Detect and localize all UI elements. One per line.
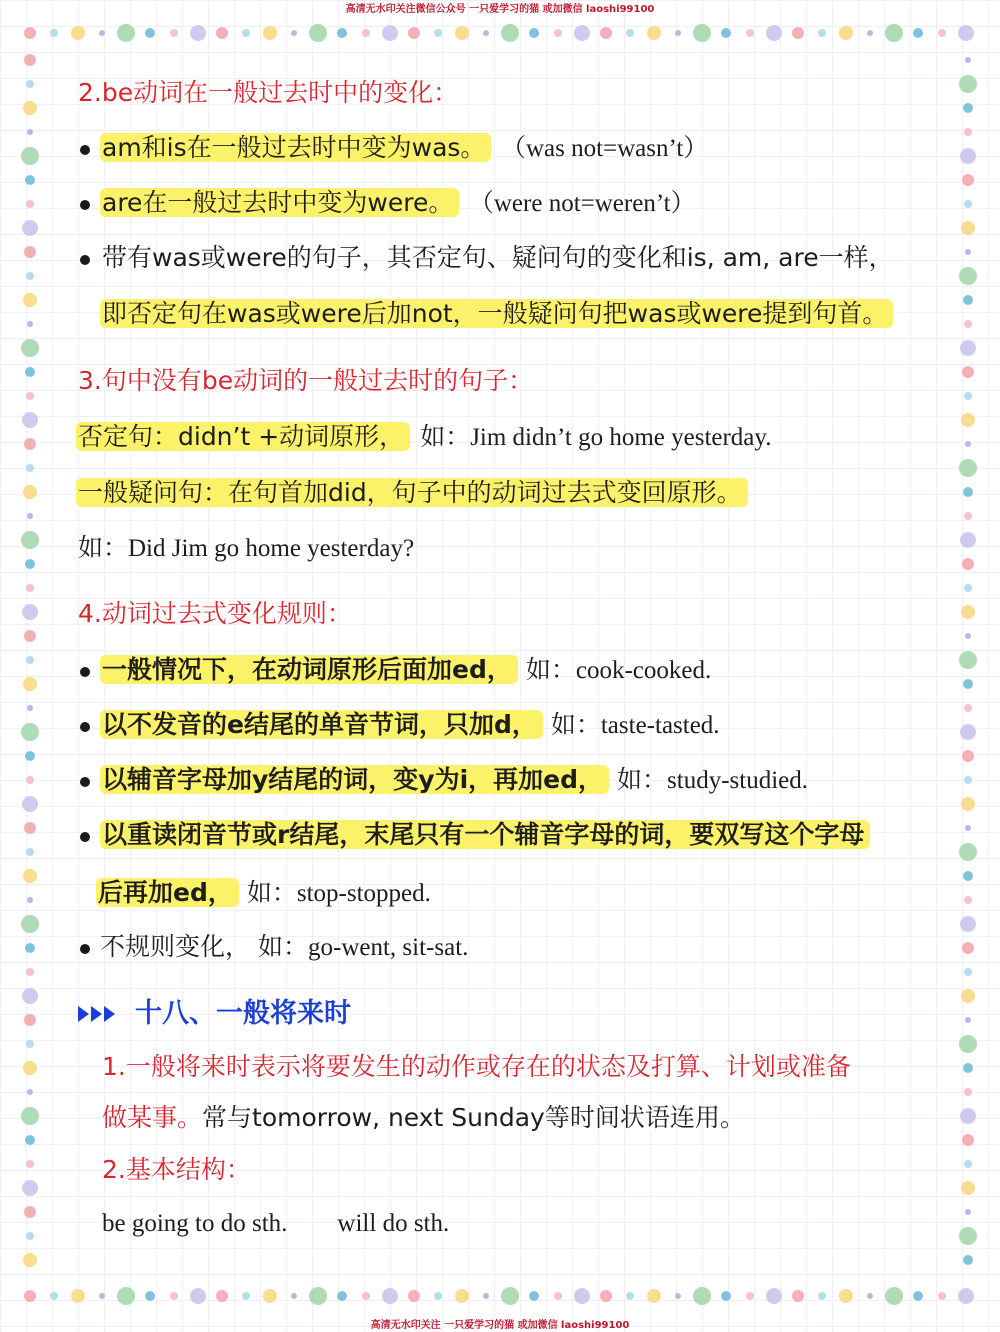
triple-arrow-icon (78, 997, 117, 1031)
section-title-text: 十八、一般将来时 (135, 998, 351, 1029)
bullet (80, 145, 90, 155)
watermark-top: 高清无水印关注微信公众号 一只爱学习的猫 或加微信 laoshi99100 (345, 4, 655, 15)
question-rule (76, 476, 748, 510)
bullet (80, 200, 90, 210)
structure-1: be going to do sth. (102, 1210, 288, 1237)
section-2-heading: 2.be动词在一般过去时中的变化： (78, 78, 459, 107)
rule-item (100, 653, 711, 688)
highlighted-text: 后再加ed， (96, 878, 239, 907)
structure-2: will do sth. (337, 1210, 450, 1237)
highlighted-text: am和is在一般过去时中变为was。 (100, 133, 491, 162)
example-text: 如：study-studied. (617, 767, 808, 794)
example-text: 如：Jim didn’t go home yesterday. (420, 424, 772, 451)
subheading: 2.基本结构： (102, 1155, 251, 1184)
highlighted-text: 以辅音字母加y结尾的词，变y为i，再加ed， (100, 765, 609, 794)
bullet (80, 832, 90, 842)
negative-rule (76, 420, 772, 455)
bullet (80, 777, 90, 787)
rule-item (100, 930, 468, 965)
note-text: （was not=wasn’t） (513, 135, 709, 162)
rule-item (100, 818, 870, 852)
list-item (100, 297, 893, 331)
highlighted-text: 以重读闭音节或r结尾，末尾只有一个辅音字母的词，要双写这个字母 (100, 820, 870, 849)
rule-item (100, 763, 808, 798)
section-4-heading: 4.动词过去式变化规则： (78, 599, 352, 628)
highlighted-text: 即否定句在was或were后加not，一般疑问句把was或were提到句首。 (100, 299, 893, 328)
red-text: 做某事。 (102, 1103, 203, 1132)
highlighted-text: are在一般过去时中变为were。 (100, 188, 459, 217)
list-item-text: 带有was或were的句子，其否定句、疑问句的变化和is, am, are一样， (102, 243, 894, 272)
bullet (80, 667, 90, 677)
highlighted-text: 一般疑问句：在句首加did，句子中的动词过去式变回原形。 (76, 478, 748, 507)
section-3-heading: 3.句中没有be动词的一般过去时的句子： (78, 366, 534, 395)
section-18-title (78, 997, 351, 1031)
highlighted-text: 一般情况下，在动词原形后面加ed， (100, 655, 518, 684)
example-text: 如：cook-cooked. (525, 657, 712, 684)
rule-text: 不规则变化， (100, 932, 251, 961)
structure-line (102, 1207, 449, 1241)
note-text: （were not=weren’t） (481, 190, 696, 217)
paragraph-line: 1.一般将来时表示将要发生的动作或存在的状态及打算、计划或准备 (102, 1052, 851, 1081)
example-text: 如：Did Jim go home yesterday? (78, 535, 415, 562)
example-text: 如：taste-tasted. (550, 712, 720, 739)
example-text: 如：go-went, sit-sat. (258, 934, 469, 961)
rule-item-continued (96, 876, 431, 911)
bullet (80, 255, 90, 265)
highlighted-text: 否定句：didn’t +动词原形， (76, 422, 410, 451)
rule-item (100, 708, 720, 743)
bullet (80, 944, 90, 954)
paragraph-text: 常与tomorrow, next Sunday等时间状语连用。 (202, 1103, 745, 1132)
example-text: 如：stop-stopped. (246, 880, 431, 907)
paragraph-line (102, 1101, 745, 1135)
bullet (80, 722, 90, 732)
highlighted-text: 以不发音的e结尾的单音节词，只加d， (100, 710, 543, 739)
watermark-bottom: 高清无水印关注 一只爱学习的猫 或加微信 laoshi99100 (370, 1320, 630, 1331)
list-item (100, 131, 708, 166)
list-item (100, 186, 696, 221)
